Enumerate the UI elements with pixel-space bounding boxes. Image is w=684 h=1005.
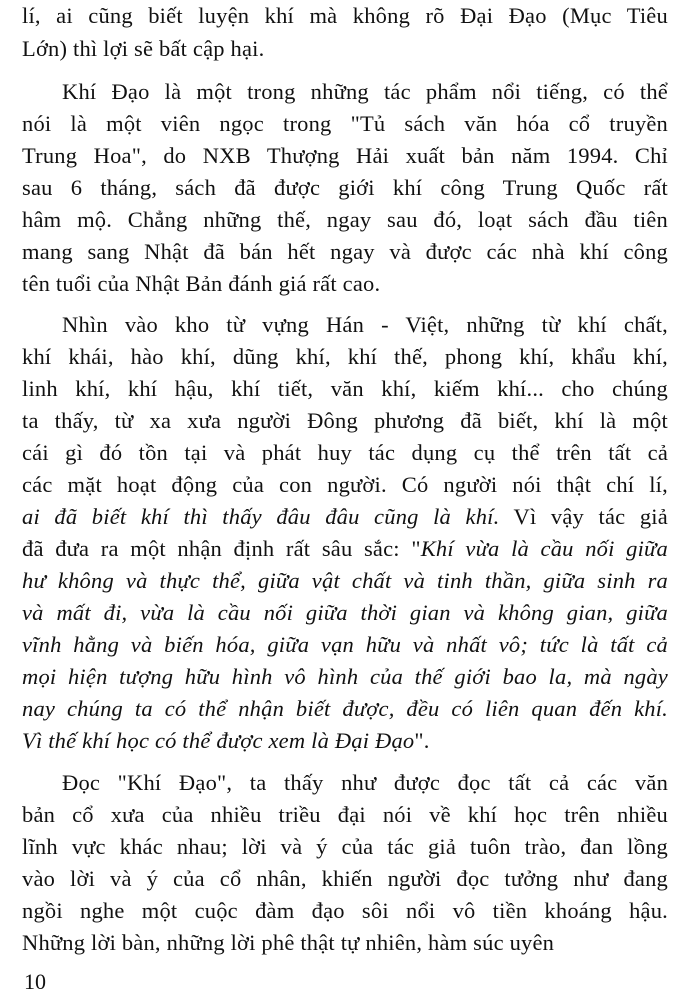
text-line <box>22 597 668 629</box>
text-line <box>22 501 668 533</box>
text-run: ngồi nghe một cuộc đàm đạo sôi nổi vô tiền khoáng hậu. <box>22 898 668 923</box>
text-line <box>22 405 668 437</box>
italic-text: nay chúng ta có thể nhận biết được, đều có liên quan đến khí. <box>22 696 669 721</box>
italic-text: Vì thế khí học có thể được xem là Đại Đạo <box>22 728 415 753</box>
text-run: lí, ai cũng biết luyện khí mà không rõ Đại Đạo (Mục Tiêu <box>22 3 668 28</box>
text-run: Những lời bàn, những lời phê thật tự nhiên, hàm súc uyên <box>22 930 555 955</box>
page-number: 10 <box>24 969 46 994</box>
text-line <box>22 236 668 268</box>
text-run: khí khái, hào khí, dũng khí, khí thế, phong khí, khẩu khí, <box>22 344 668 369</box>
text-run: nói là một viên ngọc trong "Tủ sách văn hóa cổ truyền <box>22 111 668 136</box>
text-line <box>22 33 264 65</box>
text-line <box>62 76 668 108</box>
document-page <box>22 0 668 1005</box>
text-run: các mặt hoạt động của con người. Có người nói thật chí lí, <box>22 472 668 497</box>
text-run: ". <box>414 728 430 753</box>
text-line <box>22 725 430 757</box>
text-line <box>22 693 668 725</box>
text-run: Đọc "Khí Đạo", ta thấy như được đọc tất cả các văn <box>62 770 669 795</box>
text-line <box>22 108 668 140</box>
text-line <box>22 140 668 172</box>
text-run: hâm mộ. Chẳng những thế, ngay sau đó, loạt sách đầu tiên <box>22 207 668 232</box>
text-run: bản cổ xưa của nhiều triều đại nói về khí học trên nhiều <box>22 802 668 827</box>
text-line <box>22 533 668 565</box>
text-line <box>22 831 668 863</box>
text-run: đã đưa ra một nhận định rất sâu sắc: " <box>22 536 421 561</box>
italic-text: ai đã biết khí thì thấy đâu đâu cũng là khí. <box>22 504 500 529</box>
italic-text: Khí vừa là cầu nối giữa <box>420 536 668 561</box>
text-line <box>22 565 668 597</box>
italic-text: và mất đi, vừa là cầu nối giữa thời gian và không gian, giữa <box>22 600 669 625</box>
text-run: Trung Hoa", do NXB Thượng Hải xuất bản năm 1994. Chỉ <box>22 143 669 168</box>
text-line <box>22 799 668 831</box>
text-line <box>22 437 668 469</box>
text-run: Lớn) thì lợi sẽ bất cập hại. <box>22 36 265 61</box>
text-line <box>22 927 554 959</box>
text-line <box>22 204 668 236</box>
text-run: sau 6 tháng, sách đã được giới khí công Trung Quốc rất <box>22 175 668 200</box>
text-line <box>22 629 668 661</box>
italic-text: vĩnh hằng và biến hóa, giữa vạn hữu và nhất vô; tức là tất cả <box>22 632 668 657</box>
text-line <box>22 373 668 405</box>
text-line <box>62 767 668 799</box>
text-line <box>22 895 668 927</box>
text-run: mang sang Nhật đã bán hết ngay và được các nhà khí công <box>22 239 668 264</box>
text-line <box>22 863 668 895</box>
text-run: Vì vậy tác giả <box>499 504 668 529</box>
text-line <box>22 0 668 32</box>
text-run: cái gì đó tồn tại và phát huy tác dụng cụ thể trên tất cả <box>22 440 669 465</box>
text-line <box>62 309 668 341</box>
italic-text: hư không và thực thể, giữa vật chất và tinh thần, giữa sinh ra <box>22 568 669 593</box>
text-run: Khí Đạo là một trong những tác phẩm nổi tiếng, có thể <box>62 79 668 104</box>
text-run: Nhìn vào kho từ vựng Hán - Việt, những từ khí chất, <box>62 312 668 337</box>
text-run: linh khí, khí hậu, khí tiết, văn khí, kiếm khí... cho chúng <box>22 376 668 401</box>
italic-text: mọi hiện tượng hữu hình vô hình của thế giới bao la, mà ngày <box>22 664 668 689</box>
text-line <box>22 172 668 204</box>
text-line <box>22 469 668 501</box>
text-run: lĩnh vực khác nhau; lời và ý của tác giả tuôn trào, đan lồng <box>22 834 668 859</box>
text-line <box>22 268 380 300</box>
text-run: ta thấy, từ xa xưa người Đông phương đã biết, khí là một <box>22 408 669 433</box>
text-run: vào lời và ý của cổ nhân, khiến người đọc tưởng như đang <box>22 866 668 891</box>
text-run: tên tuổi của Nhật Bản đánh giá rất cao. <box>22 271 381 296</box>
text-line <box>22 661 668 693</box>
text-line <box>22 341 668 373</box>
